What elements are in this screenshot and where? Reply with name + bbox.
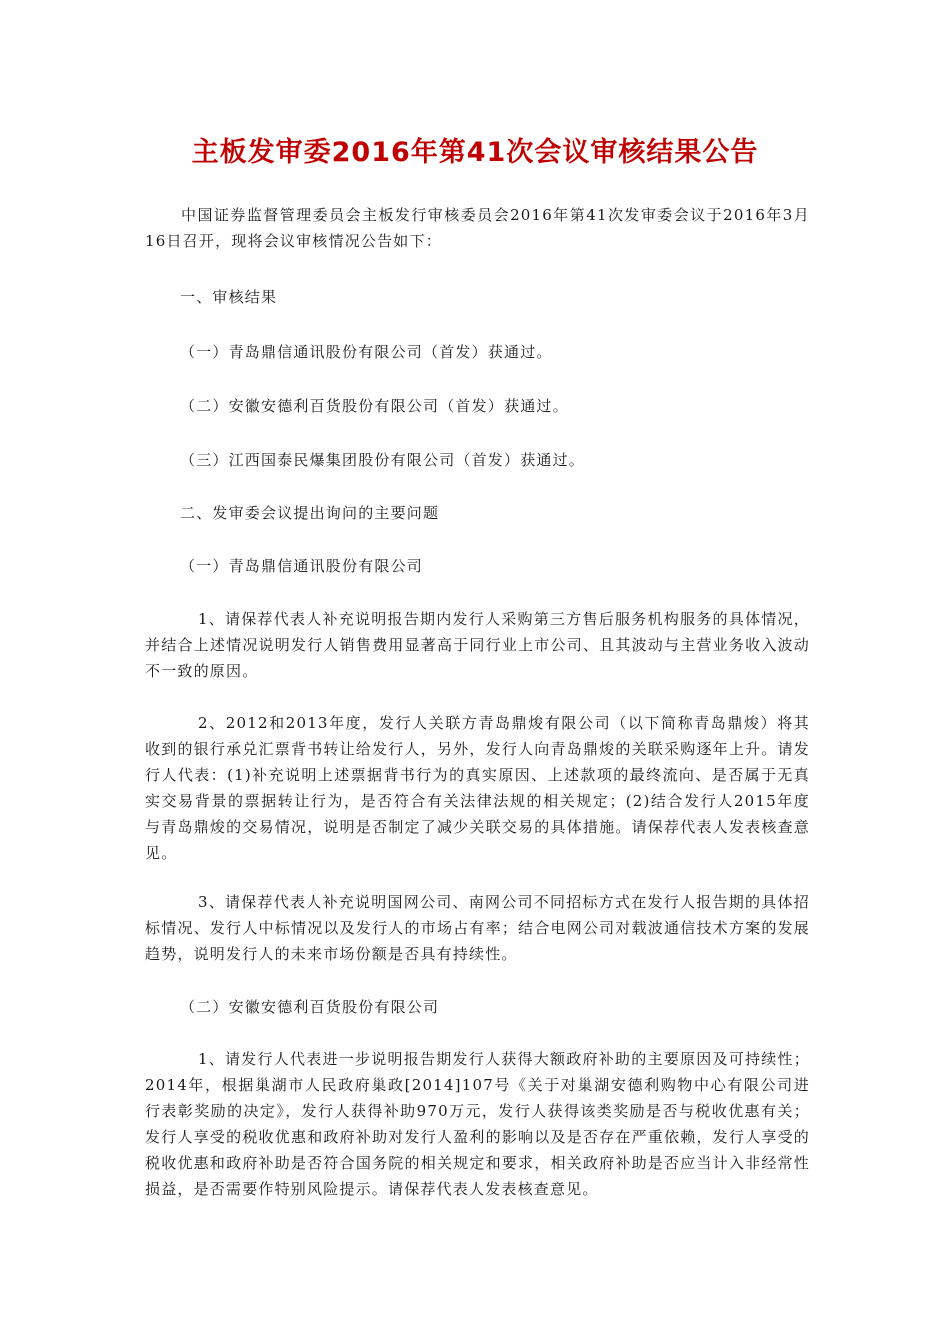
result-item-2: （二）安徽安德利百货股份有限公司（首发）获通过。 [180,397,569,415]
result-item-1: （一）青岛鼎信通讯股份有限公司（首发）获通过。 [180,343,553,361]
intro-paragraph: 中国证券监督管理委员会主板发行审核委员会2016年第41次发审委会议于2016年3月16日召开，现将会议审核情况公告如下： [145,206,810,250]
company1-question-3: 3、请保荐代表人补充说明国网公司、南网公司不同招标方式在发行人报告期的具体招标情况、发行人中标情况以及发行人的市场占有率；结合电网公司对载波通信技术方案的发展趋势，说明发行人的未来市场份额是否具有持续性。 [145,893,810,963]
company2-question-1: 1、请发行人代表进一步说明报告期发行人获得大额政府补助的主要原因及可持续性；2014年，根据巢湖市人民政府巢政[2014]107号《关于对巢湖安德利购物中心有限公司进行表彰奖励的决定》，发行人获得补助970万元，发行人获得该类奖励是否与税收优惠有关；发行人享受的税收优惠和政府补助对发行人盈利的影响以及是否存在严重依赖，发行人享受的税收优惠和政府补助是否符合国务院的相关规定和要求，相关政府补助是否应当计入非经常性损益，是否需要作特别风险提示。请保荐代表人发表核查意见。 [145,1050,810,1198]
company1-question-1: 1、请保荐代表人补充说明报告期内发行人采购第三方售后服务机构服务的具体情况，并结合上述情况说明发行人销售费用显著高于同行业上市公司、且其波动与主营业务收入波动不一致的原因。 [145,610,810,680]
section2-heading: 二、发审委会议提出询问的主要问题 [180,504,440,522]
company1-heading: （一）青岛鼎信通讯股份有限公司 [180,557,424,575]
page-title: 主板发审委2016年第41次会议审核结果公告 [191,137,759,168]
section1-heading: 一、审核结果 [180,288,278,306]
result-item-3: （三）江西国泰民爆集团股份有限公司（首发）获通过。 [180,451,586,469]
company2-heading: （二）安徽安德利百货股份有限公司 [180,998,440,1016]
company1-question-2: 2、2012和2013年度，发行人关联方青岛鼎焌有限公司（以下简称青岛鼎焌）将其收到的银行承兑汇票背书转让给发行人，另外，发行人向青岛鼎焌的关联采购逐年上升。请发行人代表：(1)补充说明上述票据背书行为的真实原因、上述款项的最终流向、是否属于无真实交易背景的票据转让行为，是否符合有关法律法规的相关规定；(2)结合发行人2015年度与青岛鼎焌的交易情况，说明是否制定了减少关联交易的具体措施。请保荐代表人发表核查意见。 [145,714,810,862]
